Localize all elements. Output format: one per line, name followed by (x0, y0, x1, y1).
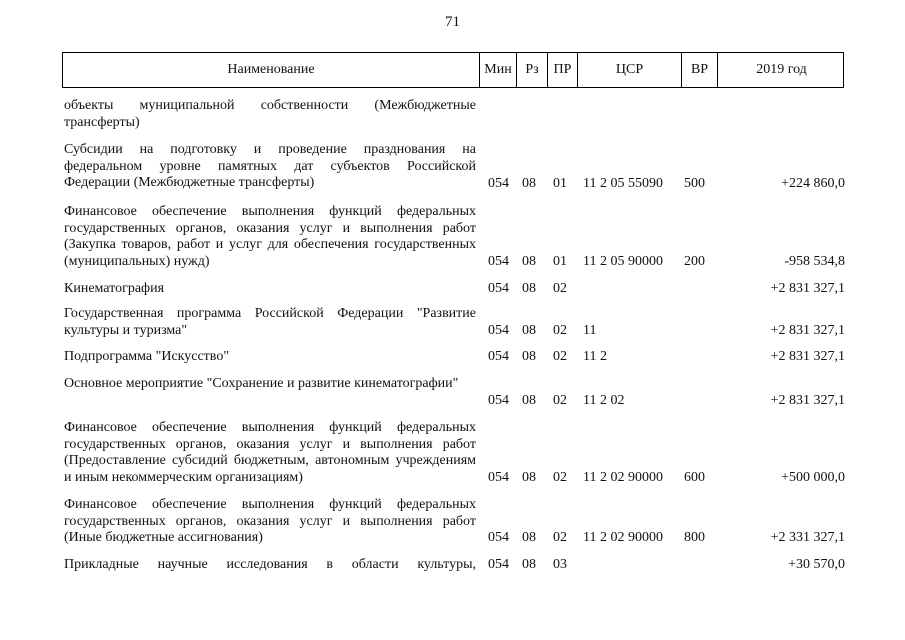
row-description: объекты муниципальной собственности (Межбюджетные трансферты) (64, 98, 476, 130)
row-rz: 08 (522, 470, 536, 485)
row-csr: 11 2 (583, 349, 607, 364)
row-pr: 03 (553, 557, 567, 572)
row-rz: 08 (522, 281, 536, 296)
row-amount: +2 831 327,1 (770, 393, 845, 408)
row-description: Субсидии на подготовку и проведение празднования на федеральном уровне памятных дат субъектов Российской Федерации (Межбюджетные трансферты) (64, 142, 476, 190)
header-vr: ВР (682, 53, 718, 87)
page-number: 71 (445, 14, 460, 30)
row-min: 054 (488, 281, 509, 296)
row-min: 054 (488, 349, 509, 364)
row-amount: +500 000,0 (781, 470, 845, 485)
table-header (62, 52, 844, 88)
row-pr: 02 (553, 281, 567, 296)
row-rz: 08 (522, 176, 536, 191)
table-row (0, 98, 905, 132)
row-rz: 08 (522, 393, 536, 408)
row-csr: 11 2 05 90000 (583, 254, 663, 269)
header-min: Мин (480, 53, 517, 87)
row-min: 054 (488, 176, 509, 191)
row-pr: 01 (553, 176, 567, 191)
row-description: Прикладные научные исследования в области культуры, (64, 557, 476, 572)
table-row (0, 142, 905, 192)
row-min: 054 (488, 530, 509, 545)
row-csr: 11 2 02 90000 (583, 470, 663, 485)
row-amount: -958 534,8 (784, 254, 845, 269)
row-csr: 11 2 02 (583, 393, 625, 408)
row-description: Финансовое обеспечение выполнения функций федеральных государственных органов, оказания услуг и выполнения работ (Закупка товаров, работ и услуг для обеспечения государственных (муниципальных) нужд) (64, 204, 476, 269)
row-description: Финансовое обеспечение выполнения функций федеральных государственных органов, оказания услуг и выполнения работ (Предоставление субсидий бюджетным, автономным учреждениям и иным некоммерческим организациям) (64, 420, 476, 485)
row-description: Кинематография (64, 281, 165, 296)
row-pr: 01 (553, 254, 567, 269)
row-csr: 11 (583, 323, 597, 338)
table-row (0, 281, 905, 298)
row-rz: 08 (522, 323, 536, 338)
row-min: 054 (488, 323, 509, 338)
row-vr: 800 (684, 530, 705, 545)
row-rz: 08 (522, 530, 536, 545)
table-row (0, 497, 905, 547)
row-vr: 600 (684, 470, 705, 485)
table-row (0, 349, 905, 366)
row-min: 054 (488, 470, 509, 485)
header-csr: ЦСР (578, 53, 682, 87)
row-rz: 08 (522, 557, 536, 572)
row-amount: +30 570,0 (788, 557, 845, 572)
row-min: 054 (488, 393, 509, 408)
row-pr: 02 (553, 530, 567, 545)
row-amount: +2 831 327,1 (770, 349, 845, 364)
row-rz: 08 (522, 254, 536, 269)
table-row (0, 306, 905, 340)
row-amount: +224 860,0 (781, 176, 845, 191)
table-row (0, 376, 905, 410)
table-row (0, 204, 905, 270)
row-csr: 11 2 05 55090 (583, 176, 663, 191)
row-pr: 02 (553, 323, 567, 338)
row-pr: 02 (553, 393, 567, 408)
row-description: Финансовое обеспечение выполнения функций федеральных государственных органов, оказания услуг и выполнения работ (Иные бюджетные ассигнования) (64, 497, 476, 545)
row-description: Подпрограмма "Искусство" (64, 349, 230, 364)
row-amount: +2 831 327,1 (770, 281, 845, 296)
row-csr: 11 2 02 90000 (583, 530, 663, 545)
row-rz: 08 (522, 349, 536, 364)
header-pr: ПР (548, 53, 578, 87)
row-pr: 02 (553, 349, 567, 364)
row-min: 054 (488, 254, 509, 269)
row-description: Государственная программа Российской Федерации "Развитие культуры и туризма" (64, 306, 476, 338)
header-year: 2019 год (756, 62, 807, 77)
row-vr: 200 (684, 254, 705, 269)
row-amount: +2 331 327,1 (770, 530, 845, 545)
row-min: 054 (488, 557, 509, 572)
row-amount: +2 831 327,1 (770, 323, 845, 338)
header-name: Наименование (63, 53, 480, 87)
row-vr: 500 (684, 176, 705, 191)
header-rz: Рз (517, 53, 548, 87)
row-description: Основное мероприятие "Сохранение и развитие кинематографии" (64, 376, 459, 391)
table-row (0, 420, 905, 486)
row-pr: 02 (553, 470, 567, 485)
table-row (0, 557, 905, 574)
